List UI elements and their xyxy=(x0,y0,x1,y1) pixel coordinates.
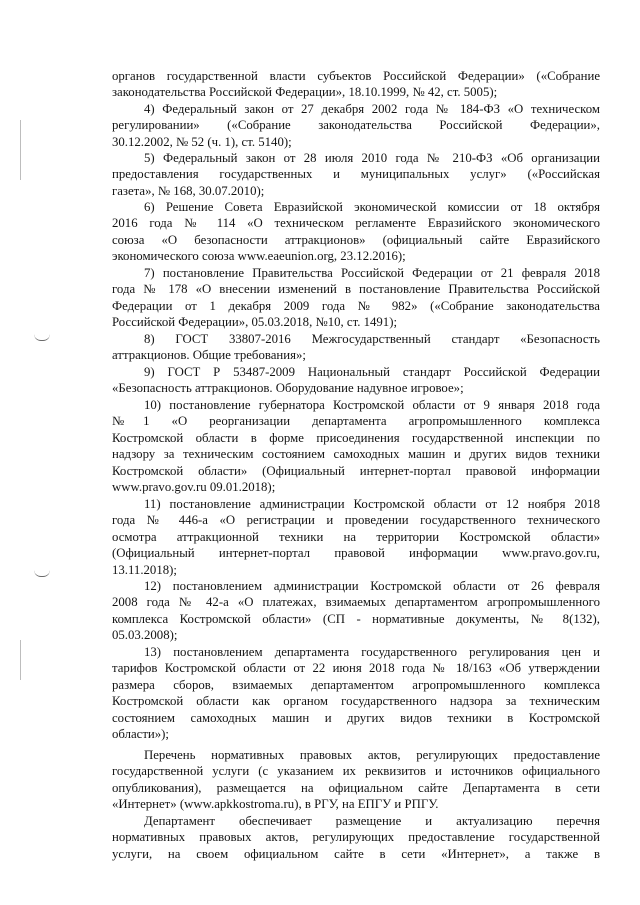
text-line: регулировании» («Собрание законодательства Российской Федерации», xyxy=(112,118,600,133)
paragraph-continuation xyxy=(112,68,600,101)
text-line: 11) постановление администрации Костромской области от 12 ноября 2018 xyxy=(144,497,600,511)
text-line: осмотра аттракционной техники на территории Костромской области» xyxy=(112,529,600,544)
paragraph-list-note xyxy=(112,747,600,813)
paragraph-item-11 xyxy=(112,496,600,578)
text-line: года № 178 «О внесении изменений в постановление Правительства Российской xyxy=(112,282,600,297)
text-line: 2016 года № 114 «О техническом регламенте Евразийского экономического xyxy=(112,216,600,231)
text-line: состоянием самоходных машин и других видов техники в Костромской xyxy=(112,710,600,725)
text-line: аттракционов. Общие требования»; xyxy=(112,348,306,363)
paragraph-item-5 xyxy=(112,150,600,199)
text-line: области»); xyxy=(112,727,169,742)
text-line: Департамент обеспечивает размещение и актуализацию перечня xyxy=(144,814,600,828)
text-line: государственной услуги (с указанием их реквизитов и источников официального xyxy=(112,764,600,779)
text-line: Перечень нормативных правовых актов, регулирующих предоставление xyxy=(144,748,600,762)
paragraph-item-12 xyxy=(112,578,600,644)
text-line: «Интернет» (www.apkkostroma.ru), в РГУ, на ЕПГУ и РПГУ. xyxy=(112,797,439,812)
text-line: законодательства Российской Федерации», 18.10.1999, № 42, ст. 5005); xyxy=(112,85,498,100)
paragraph-item-9 xyxy=(112,364,600,397)
text-line: органов государственной власти субъектов Российской Федерации» («Собрание xyxy=(112,69,600,83)
text-line: газета», № 168, 30.07.2010); xyxy=(112,183,265,198)
paragraph-department-duty xyxy=(112,813,600,862)
text-line: 05.03.2008); xyxy=(112,628,178,643)
text-line: комплекса Костромской области» (СП - нормативные документы, № 8(132), xyxy=(112,611,600,626)
text-line: №1 «О реорганизации департамента агропромышленного комплекса xyxy=(112,414,600,429)
text-line: тарифов Костромской области от 22 июня 2018 года № 18/163 «Об утверждении xyxy=(112,661,600,676)
paragraph-item-10 xyxy=(112,397,600,495)
text-line: Костромской области» (Официальный интернет-портал правовой информации xyxy=(112,463,600,478)
text-line: (Официальный интернет-портал правовой информации www.pravo.gov.ru, xyxy=(112,546,600,561)
text-line: союза «О безопасности аттракционов» (официальный сайте Евразийского xyxy=(112,232,600,247)
scan-edge-line xyxy=(20,120,21,180)
paragraph-item-6 xyxy=(112,199,600,265)
text-line: 13) постановлением департамента государственного регулирования цен и xyxy=(144,645,600,659)
text-line: 7) постановление Правительства Российской Федерации от 21 февраля 2018 xyxy=(144,266,600,280)
text-line: 30.12.2002, № 52 (ч. 1), ст. 5140); xyxy=(112,134,292,149)
text-line: 5) Федеральный закон от 28 июля 2010 года № 210-ФЗ «Об организации xyxy=(144,151,600,165)
text-line: Федерации от 1 декабря 2009 года № 982» («Собрание законодательства xyxy=(112,298,600,313)
text-line: 4) Федеральный закон от 27 декабря 2002 года № 184-ФЗ «О техническом xyxy=(144,102,600,116)
text-line: 2008 года № 42-а «О платежах, взимаемых департаментом агропромышленного xyxy=(112,595,600,610)
text-line: 10) постановление губернатора Костромской области от 9 января 2018 года xyxy=(144,398,600,412)
paragraph-item-8 xyxy=(112,331,600,364)
text-line: 8) ГОСТ 33807-2016 Межгосударственный стандарт «Безопасность xyxy=(144,332,600,346)
text-line: www.pravo.gov.ru 09.01.2018); xyxy=(112,480,276,495)
text-line: 12) постановлением администрации Костромской области от 26 февраля xyxy=(144,579,600,593)
text-line: экономического союза www.eaeunion.org, 23.12.2016); xyxy=(112,249,406,264)
text-line: 9) ГОСТ Р 53487-2009 Национальный стандарт Российской Федерации xyxy=(144,365,600,379)
text-line: «Безопасность аттракционов. Оборудование надувное игровое»; xyxy=(112,381,464,396)
text-line: размера сборов, взимаемых департаментом агропромышленного комплекса xyxy=(112,677,600,692)
text-line: 6) Решение Совета Евразийской экономической комиссии от 18 октября xyxy=(144,200,600,214)
text-line: 13.11.2018); xyxy=(112,562,177,577)
paragraph-item-4 xyxy=(112,101,600,150)
text-line: Костромской области как органом государственного надзора за техническим xyxy=(112,694,600,709)
text-line: опубликования), размещается на официальном сайте Департамента в сети xyxy=(112,780,600,795)
text-line: года № 446-а «О регистрации и проведении государственного технического xyxy=(112,513,600,528)
text-line: предоставления государственных и муниципальных услуг» («Российская xyxy=(112,167,600,182)
margin-mark xyxy=(34,570,50,577)
text-line: надзору за техническим состоянием самоходных машин и других видов техники xyxy=(112,447,600,462)
text-line: нормативных правовых актов, регулирующих предоставление государственной xyxy=(112,830,600,845)
paragraph-item-7 xyxy=(112,265,600,331)
scan-edge-line xyxy=(20,640,21,680)
margin-mark xyxy=(34,334,50,341)
text-line: услуги, на своем официальном сайте в сети «Интернет», а также в xyxy=(112,846,600,861)
paragraph-item-13 xyxy=(112,644,600,742)
text-line: Российской Федерации», 05.03.2018, №10, ст. 1491); xyxy=(112,315,398,330)
text-line: Костромской области в форме присоединения государственной инспекции по xyxy=(112,430,600,445)
